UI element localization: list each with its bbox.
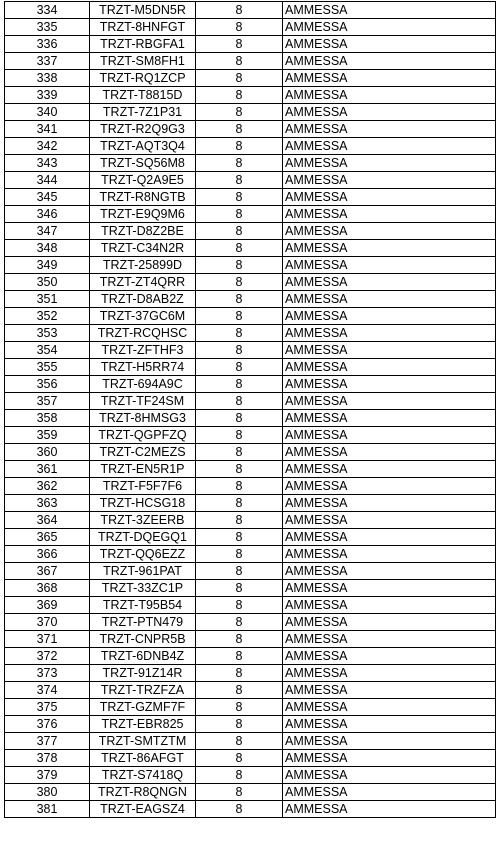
row-number-cell: 380 [5,784,90,801]
quantity-cell: 8 [196,733,283,750]
name-cell: AMMESSA [283,495,496,512]
table-row [5,2,496,19]
row-number-cell: 375 [5,699,90,716]
code-cell: TRZT-F5F7F6 [90,478,196,495]
name-cell: AMMESSA [283,291,496,308]
name-cell: AMMESSA [283,359,496,376]
name-cell: AMMESSA [283,461,496,478]
row-number-cell: 376 [5,716,90,733]
table-row [5,614,496,631]
code-cell: TRZT-PTN479 [90,614,196,631]
row-number-cell: 346 [5,206,90,223]
row-number-cell: 354 [5,342,90,359]
code-cell: TRZT-RQ1ZCP [90,70,196,87]
quantity-cell: 8 [196,172,283,189]
name-cell: AMMESSA [283,393,496,410]
quantity-cell: 8 [196,597,283,614]
table-row [5,393,496,410]
quantity-cell: 8 [196,767,283,784]
code-cell: TRZT-C34N2R [90,240,196,257]
code-cell: TRZT-33ZC1P [90,580,196,597]
quantity-cell: 8 [196,121,283,138]
code-cell: TRZT-S7418Q [90,767,196,784]
code-cell: TRZT-R8NGTB [90,189,196,206]
row-number-cell: 373 [5,665,90,682]
row-number-cell: 367 [5,563,90,580]
row-number-cell: 360 [5,444,90,461]
name-cell: AMMESSA [283,19,496,36]
table-row [5,784,496,801]
row-number-cell: 378 [5,750,90,767]
table-row [5,716,496,733]
row-number-cell: 364 [5,512,90,529]
quantity-cell: 8 [196,444,283,461]
code-cell: TRZT-T8815D [90,87,196,104]
table-row [5,206,496,223]
quantity-cell: 8 [196,87,283,104]
quantity-cell: 8 [196,19,283,36]
name-cell: AMMESSA [283,478,496,495]
name-cell: AMMESSA [283,70,496,87]
row-number-cell: 371 [5,631,90,648]
table-row [5,325,496,342]
table-row [5,172,496,189]
quantity-cell: 8 [196,104,283,121]
table-row [5,648,496,665]
code-cell: TRZT-Q2A9E5 [90,172,196,189]
quantity-cell: 8 [196,427,283,444]
row-number-cell: 381 [5,801,90,818]
name-cell: AMMESSA [283,342,496,359]
quantity-cell: 8 [196,648,283,665]
name-cell: AMMESSA [283,716,496,733]
row-number-cell: 358 [5,410,90,427]
quantity-cell: 8 [196,665,283,682]
name-cell: AMMESSA [283,410,496,427]
quantity-cell: 8 [196,546,283,563]
row-number-cell: 341 [5,121,90,138]
row-number-cell: 338 [5,70,90,87]
quantity-cell: 8 [196,325,283,342]
name-cell: AMMESSA [283,189,496,206]
quantity-cell: 8 [196,461,283,478]
table-row [5,138,496,155]
table-row [5,376,496,393]
table-row [5,223,496,240]
table-row [5,70,496,87]
row-number-cell: 351 [5,291,90,308]
row-number-cell: 377 [5,733,90,750]
row-number-cell: 368 [5,580,90,597]
table-row [5,597,496,614]
row-number-cell: 347 [5,223,90,240]
name-cell: AMMESSA [283,274,496,291]
code-cell: TRZT-R2Q9G3 [90,121,196,138]
name-cell: AMMESSA [283,631,496,648]
code-cell: TRZT-D8AB2Z [90,291,196,308]
name-cell: AMMESSA [283,36,496,53]
quantity-cell: 8 [196,189,283,206]
quantity-cell: 8 [196,70,283,87]
table-row [5,495,496,512]
table-row [5,308,496,325]
code-cell: TRZT-M5DN5R [90,2,196,19]
code-cell: TRZT-DQEGQ1 [90,529,196,546]
quantity-cell: 8 [196,223,283,240]
code-cell: TRZT-961PAT [90,563,196,580]
name-cell: AMMESSA [283,308,496,325]
quantity-cell: 8 [196,512,283,529]
row-number-cell: 337 [5,53,90,70]
name-cell: AMMESSA [283,223,496,240]
name-cell: AMMESSA [283,2,496,19]
code-cell: TRZT-T95B54 [90,597,196,614]
code-cell: TRZT-QQ6EZZ [90,546,196,563]
code-cell: TRZT-RCQHSC [90,325,196,342]
row-number-cell: 355 [5,359,90,376]
table-row [5,631,496,648]
quantity-cell: 8 [196,36,283,53]
quantity-cell: 8 [196,699,283,716]
quantity-cell: 8 [196,206,283,223]
name-cell: AMMESSA [283,53,496,70]
name-cell: AMMESSA [283,121,496,138]
code-cell: TRZT-37GC6M [90,308,196,325]
row-number-cell: 339 [5,87,90,104]
table-row [5,189,496,206]
table-row [5,257,496,274]
quantity-cell: 8 [196,784,283,801]
code-cell: TRZT-RBGFA1 [90,36,196,53]
code-cell: TRZT-D8Z2BE [90,223,196,240]
table-row [5,478,496,495]
code-cell: TRZT-E9Q9M6 [90,206,196,223]
quantity-cell: 8 [196,274,283,291]
name-cell: AMMESSA [283,529,496,546]
code-cell: TRZT-6DNB4Z [90,648,196,665]
row-number-cell: 362 [5,478,90,495]
name-cell: AMMESSA [283,648,496,665]
name-cell: AMMESSA [283,104,496,121]
quantity-cell: 8 [196,563,283,580]
table-row [5,750,496,767]
name-cell: AMMESSA [283,665,496,682]
quantity-cell: 8 [196,376,283,393]
name-cell: AMMESSA [283,801,496,818]
code-cell: TRZT-EN5R1P [90,461,196,478]
name-cell: AMMESSA [283,784,496,801]
table-row [5,291,496,308]
code-cell: TRZT-H5RR74 [90,359,196,376]
code-cell: TRZT-25899D [90,257,196,274]
row-number-cell: 369 [5,597,90,614]
name-cell: AMMESSA [283,546,496,563]
table-row [5,699,496,716]
code-cell: TRZT-8HMSG3 [90,410,196,427]
table-row [5,87,496,104]
quantity-cell: 8 [196,342,283,359]
name-cell: AMMESSA [283,512,496,529]
name-cell: AMMESSA [283,138,496,155]
code-cell: TRZT-SQ56M8 [90,155,196,172]
row-number-cell: 340 [5,104,90,121]
row-number-cell: 370 [5,614,90,631]
name-cell: AMMESSA [283,240,496,257]
table-row [5,444,496,461]
quantity-cell: 8 [196,308,283,325]
row-number-cell: 374 [5,682,90,699]
quantity-cell: 8 [196,359,283,376]
table-row [5,121,496,138]
name-cell: AMMESSA [283,563,496,580]
table-row [5,665,496,682]
row-number-cell: 336 [5,36,90,53]
row-number-cell: 359 [5,427,90,444]
table-row [5,104,496,121]
code-cell: TRZT-CNPR5B [90,631,196,648]
table-row [5,546,496,563]
quantity-cell: 8 [196,750,283,767]
quantity-cell: 8 [196,495,283,512]
name-cell: AMMESSA [283,614,496,631]
row-number-cell: 356 [5,376,90,393]
row-number-cell: 348 [5,240,90,257]
quantity-cell: 8 [196,478,283,495]
name-cell: AMMESSA [283,699,496,716]
quantity-cell: 8 [196,410,283,427]
table-body [5,2,496,818]
code-cell: TRZT-EBR825 [90,716,196,733]
row-number-cell: 352 [5,308,90,325]
table-row [5,274,496,291]
row-number-cell: 334 [5,2,90,19]
table-row [5,563,496,580]
quantity-cell: 8 [196,53,283,70]
row-number-cell: 344 [5,172,90,189]
code-cell: TRZT-694A9C [90,376,196,393]
quantity-cell: 8 [196,291,283,308]
code-cell: TRZT-C2MEZS [90,444,196,461]
name-cell: AMMESSA [283,682,496,699]
document-table [4,1,496,818]
table-row [5,155,496,172]
quantity-cell: 8 [196,614,283,631]
code-cell: TRZT-86AFGT [90,750,196,767]
quantity-cell: 8 [196,240,283,257]
row-number-cell: 349 [5,257,90,274]
code-cell: TRZT-91Z14R [90,665,196,682]
name-cell: AMMESSA [283,155,496,172]
code-cell: TRZT-R8QNGN [90,784,196,801]
table-row [5,53,496,70]
row-number-cell: 366 [5,546,90,563]
quantity-cell: 8 [196,631,283,648]
name-cell: AMMESSA [283,427,496,444]
table-row [5,19,496,36]
row-number-cell: 342 [5,138,90,155]
name-cell: AMMESSA [283,597,496,614]
table-row [5,410,496,427]
table-row [5,512,496,529]
code-cell: TRZT-ZT4QRR [90,274,196,291]
quantity-cell: 8 [196,257,283,274]
code-cell: TRZT-TRZFZA [90,682,196,699]
code-cell: TRZT-8HNFGT [90,19,196,36]
quantity-cell: 8 [196,716,283,733]
table-row [5,359,496,376]
quantity-cell: 8 [196,393,283,410]
quantity-cell: 8 [196,801,283,818]
quantity-cell: 8 [196,682,283,699]
code-cell: TRZT-EAGSZ4 [90,801,196,818]
row-number-cell: 361 [5,461,90,478]
code-cell: TRZT-7Z1P31 [90,104,196,121]
quantity-cell: 8 [196,138,283,155]
row-number-cell: 379 [5,767,90,784]
code-cell: TRZT-3ZEERB [90,512,196,529]
table-row [5,342,496,359]
quantity-cell: 8 [196,2,283,19]
quantity-cell: 8 [196,529,283,546]
table-row [5,801,496,818]
code-cell: TRZT-HCSG18 [90,495,196,512]
code-cell: TRZT-GZMF7F [90,699,196,716]
row-number-cell: 350 [5,274,90,291]
code-cell: TRZT-QGPFZQ [90,427,196,444]
table-row [5,36,496,53]
code-cell: TRZT-TF24SM [90,393,196,410]
name-cell: AMMESSA [283,750,496,767]
row-number-cell: 372 [5,648,90,665]
name-cell: AMMESSA [283,325,496,342]
name-cell: AMMESSA [283,172,496,189]
table-row [5,682,496,699]
table-row [5,767,496,784]
table-row [5,733,496,750]
name-cell: AMMESSA [283,733,496,750]
row-number-cell: 343 [5,155,90,172]
name-cell: AMMESSA [283,87,496,104]
quantity-cell: 8 [196,155,283,172]
code-cell: TRZT-SM8FH1 [90,53,196,70]
quantity-cell: 8 [196,580,283,597]
table-row [5,461,496,478]
name-cell: AMMESSA [283,376,496,393]
table-row [5,529,496,546]
row-number-cell: 365 [5,529,90,546]
table-row [5,240,496,257]
name-cell: AMMESSA [283,444,496,461]
table-row [5,580,496,597]
row-number-cell: 353 [5,325,90,342]
row-number-cell: 357 [5,393,90,410]
name-cell: AMMESSA [283,767,496,784]
name-cell: AMMESSA [283,257,496,274]
table-row [5,427,496,444]
code-cell: TRZT-AQT3Q4 [90,138,196,155]
code-cell: TRZT-ZFTHF3 [90,342,196,359]
row-number-cell: 335 [5,19,90,36]
code-cell: TRZT-SMTZTM [90,733,196,750]
row-number-cell: 345 [5,189,90,206]
name-cell: AMMESSA [283,580,496,597]
row-number-cell: 363 [5,495,90,512]
name-cell: AMMESSA [283,206,496,223]
